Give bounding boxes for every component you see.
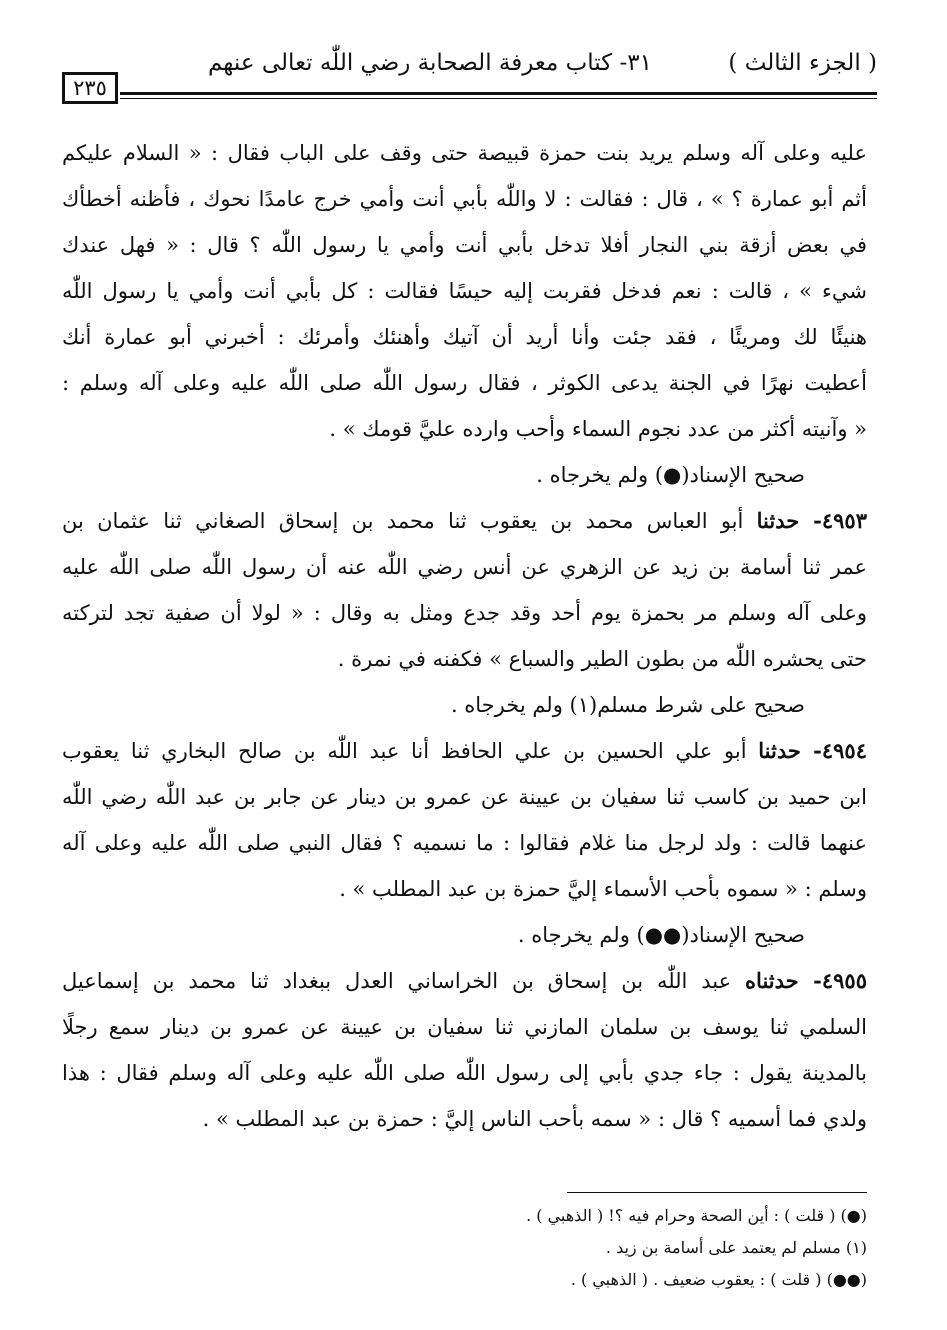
text-line: أثم أبو عمارة ؟ » ، قال : فقالت : لا واللّٰه بأبي أنت وأمي خرج عامدًا نحوك ، فأظنه أخطأك [62,187,867,211]
text-line: السلمي ثنا يوسف بن سلمان المازني ثنا سفيان بن عيينة عن عمرو بن دينار سمع رجلًا [62,1015,867,1039]
chapter-title: ٣١- كتاب معرفة الصحابة رضي اللّٰه تعالى عنهم [208,50,652,76]
page-number: ٢٣٥ [62,72,118,104]
hadith-number: ٤٩٥٣ [821,508,867,533]
hadith-lead: - حدثنا [756,508,822,533]
text-line: وعلى آله وسلم مر بحمزة يوم أحد وقد جدع ومثل به وقال : « لولا أن صفية تجد لتركته [62,601,867,625]
hadith-text: عبد اللّٰه بن إسحاق بن الخراساني العدل ببغداد ثنا محمد بن إسماعيل [62,969,746,993]
text-line: « وآنيته أكثر من عدد نجوم السماء وأحب وارده عليَّ قومك » . [329,417,867,441]
text-line: وسلم : « سموه بأحب الأسماء إليَّ حمزة بن عبد المطلب » . [339,877,867,901]
footnote: (١) مسلم لم يعتمد على أسامة بن زيد . [605,1238,867,1257]
text-line: هنيئًا لك ومريئًا ، فقد جئت وأنا أريد أن آتيك وأهنئك وأمرئك : أخبرني أبو عمارة أنك [62,325,867,349]
text-line: أعطيت نهرًا في الجنة يدعى الكوثر ، فقال رسول اللّٰه صلى اللّٰه عليه وعلى آله وسلم : [62,371,867,395]
text-line: ولدي فما أسميه ؟ قال : « سمه بأحب الناس إليَّ : حمزة بن عبد المطلب » . [202,1107,867,1131]
hadith-4953-first-line [62,498,867,544]
grade-line: صحيح الإسناد(●) ولم يخرجاه . [536,463,805,487]
volume-label: ( الجزء الثالث ) [728,50,877,76]
text-line: شيء » ، قالت : نعم فدخل فقربت إليه حيسًا فقالت : كل بأبي أنت وأمي يا رسول اللّٰه [62,279,867,303]
hadith-lead: - حدثنا [758,738,822,763]
hadith-lead: - حدثناه [745,968,822,993]
header-rule-thick [120,92,877,95]
hadith-number: ٤٩٥٤ [821,738,867,763]
hadith-text: أبو العباس محمد بن يعقوب ثنا محمد بن إسحاق الصغاني ثنا عثمان بن [62,509,757,533]
text-line: ابن حميد بن كاسب ثنا سفيان بن عيينة عن عمرو بن دينار عن جابر بن عبد اللّٰه رضي اللّٰه [62,785,867,809]
hadith-text: أبو علي الحسين بن علي الحافظ أنا عبد اللّٰه بن صالح البخاري ثنا يعقوب [62,739,759,763]
hadith-4954-first-line [62,728,867,774]
text-line: بالمدينة يقول : جاء جدي بأبي إلى رسول اللّٰه صلى اللّٰه عليه وعلى آله وسلم فقال : هذا [62,1061,867,1085]
running-header [62,46,877,100]
hadith-number: ٤٩٥٥ [821,968,867,993]
grade-line: صحيح الإسناد(●●) ولم يخرجاه . [517,923,805,947]
footnote: (●●) ( قلت ) : يعقوب ضعيف . ( الذهبي ) . [570,1270,867,1289]
text-line: عمر ثنا أسامة بن زيد عن الزهري عن أنس رضي اللّٰه عنه أن رسول اللّٰه صلى اللّٰه عليه [62,555,867,579]
footnotes [62,1200,867,1296]
footnote: (●) ( قلت ) : أين الصحة وحرام فيه ؟! ( الذهبي ) . [526,1206,867,1225]
footnote-rule [567,1192,867,1193]
main-text [62,130,867,1142]
hadith-4955-first-line [62,958,867,1004]
text-line: عنهما قالت : ولد لرجل منا غلام فقالوا : ما نسميه ؟ فقال النبي صلى اللّٰه عليه وعلى آله [62,831,867,855]
header-rule-thin [120,98,877,99]
text-line: عليه وعلى آله وسلم يريد بنت حمزة قبيصة حتى وقف على الباب فقال : « السلام عليكم [62,141,867,165]
grade-line: صحيح على شرط مسلم(١) ولم يخرجاه . [450,693,805,717]
text-line: حتى يحشره اللّٰه من بطون الطير والسباع » فكفنه في نمرة . [337,647,867,671]
text-line: في بعض أزقة بني النجار أفلا تدخل بأبي أنت وأمي يا رسول اللّٰه ؟ قال : « فهل عندك [62,233,867,257]
